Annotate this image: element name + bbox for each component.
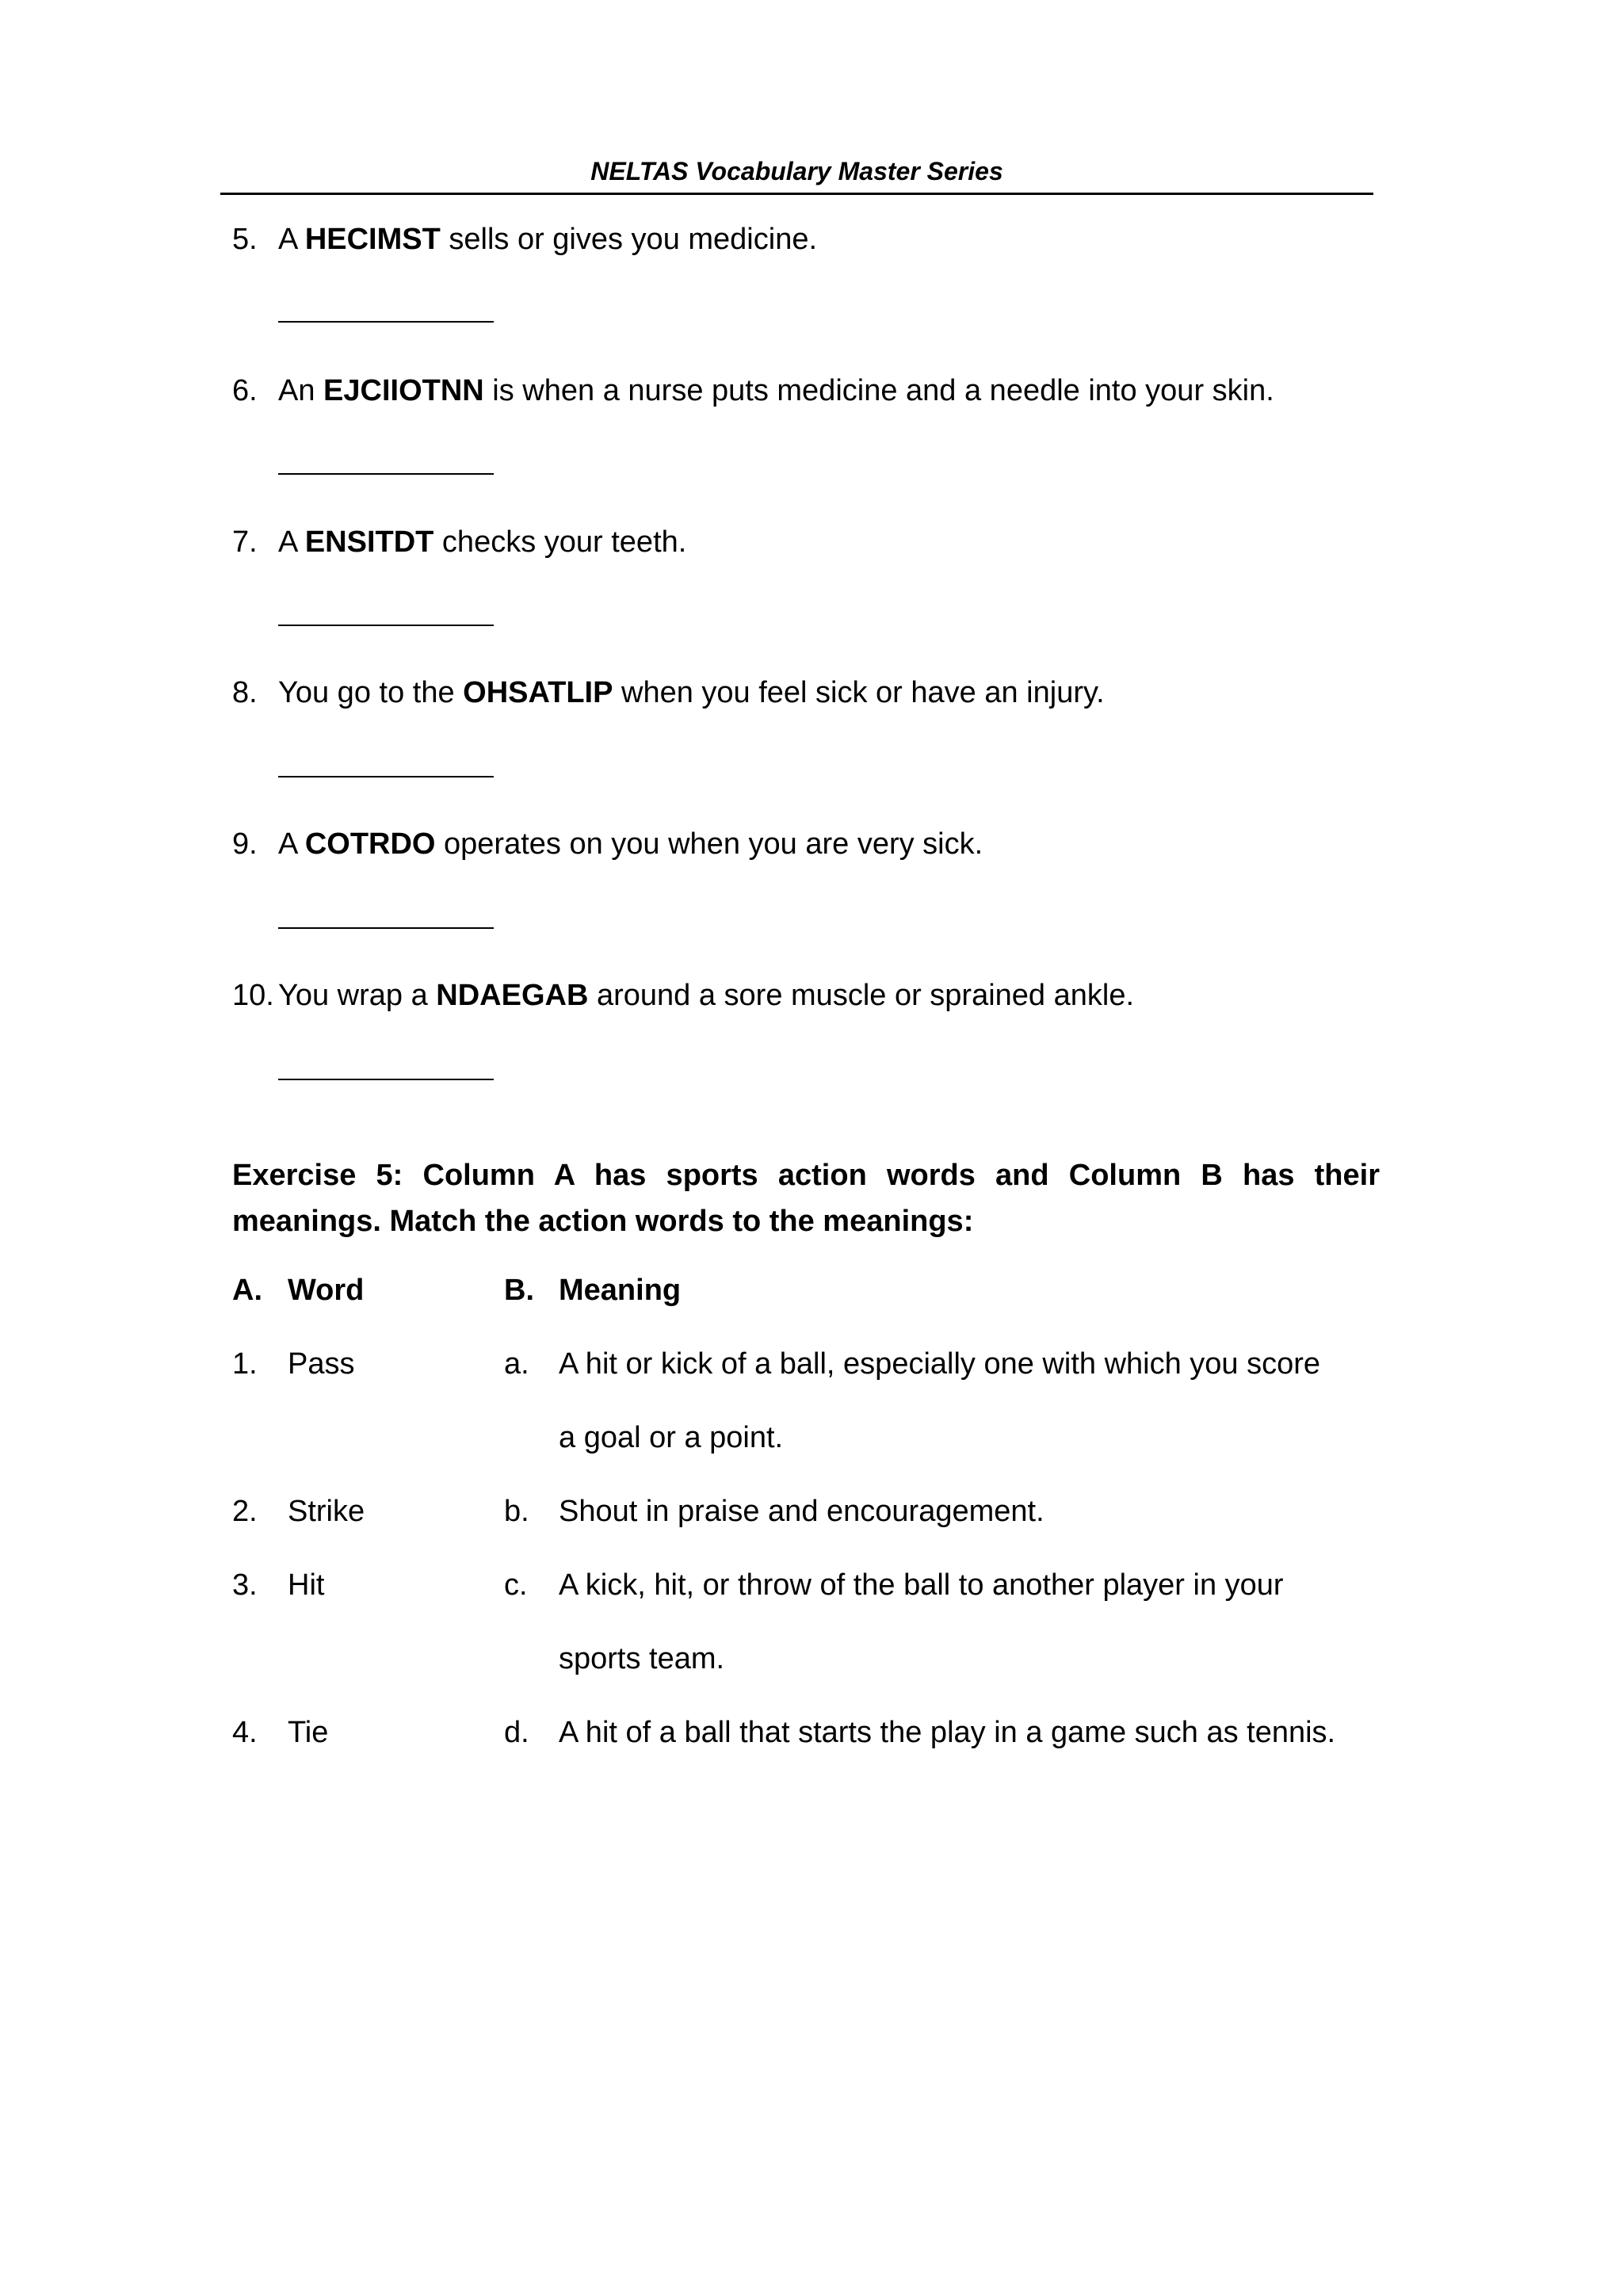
question-number: 6. <box>232 374 258 407</box>
row-number: 2. <box>232 1495 258 1528</box>
meaning-text: A hit of a ball that starts the play in a game such as tennis. <box>559 1716 1336 1749</box>
row-number: 1. <box>232 1347 258 1381</box>
answer-blank[interactable] <box>278 1079 494 1080</box>
meaning-text: Shout in praise and encouragement. <box>559 1495 1044 1528</box>
column-b-letter: B. <box>504 1274 534 1307</box>
meaning-letter: b. <box>504 1495 529 1528</box>
action-word: Hit <box>288 1568 325 1602</box>
column-a-letter: A. <box>232 1274 262 1307</box>
answer-blank[interactable] <box>278 776 494 777</box>
scrambled-word: OHSATLIP <box>463 676 613 709</box>
column-a-title: Word <box>288 1274 365 1307</box>
column-b-title: Meaning <box>559 1274 682 1307</box>
question-number: 9. <box>232 827 258 861</box>
row-number: 4. <box>232 1716 258 1749</box>
scrambled-word: NDAEGAB <box>436 979 589 1012</box>
question-number: 7. <box>232 525 258 559</box>
series-title: NELTAS Vocabulary Master Series <box>590 157 1003 185</box>
question-text: An EJCIIOTNN is when a nurse puts medicine and a needle into your skin. <box>278 374 1274 407</box>
scrambled-word: EJCIIOTNN <box>323 374 484 407</box>
scrambled-word: HECIMST <box>304 223 441 256</box>
question-text: A COTRDO operates on you when you are very sick. <box>278 827 983 861</box>
action-word: Strike <box>288 1495 365 1528</box>
meaning-text-continued: a goal or a point. <box>559 1421 784 1454</box>
answer-blank[interactable] <box>278 321 494 323</box>
answer-blank[interactable] <box>278 625 494 626</box>
answer-blank[interactable] <box>278 473 494 475</box>
row-number: 3. <box>232 1568 258 1602</box>
question-text: You wrap a NDAEGAB around a sore muscle or sprained ankle. <box>278 979 1135 1012</box>
meaning-text: A hit or kick of a ball, especially one with which you score <box>559 1347 1321 1381</box>
meaning-text-continued: sports team. <box>559 1642 725 1675</box>
scrambled-word: COTRDO <box>304 827 436 861</box>
meaning-letter: c. <box>504 1568 528 1602</box>
action-word: Pass <box>288 1347 355 1381</box>
question-text: A HECIMST sells or gives you medicine. <box>278 223 818 256</box>
action-word: Tie <box>288 1716 329 1749</box>
meaning-text: A kick, hit, or throw of the ball to another player in your <box>559 1568 1284 1602</box>
question-number: 5. <box>232 223 258 256</box>
exercise-heading: Exercise 5: Column A has sports action words and Column B has their meanings. Match the action words to the meanings: <box>232 1159 1380 1238</box>
question-text: A ENSITDT checks your teeth. <box>278 525 687 559</box>
question-number: 10. <box>232 979 274 1012</box>
header-rule <box>220 193 1373 195</box>
answer-blank[interactable] <box>278 927 494 929</box>
question-text: You go to the OHSATLIP when you feel sick or have an injury. <box>278 676 1105 709</box>
meaning-letter: a. <box>504 1347 529 1381</box>
question-number: 8. <box>232 676 258 709</box>
meaning-letter: d. <box>504 1716 529 1749</box>
scrambled-word: ENSITDT <box>304 525 434 559</box>
